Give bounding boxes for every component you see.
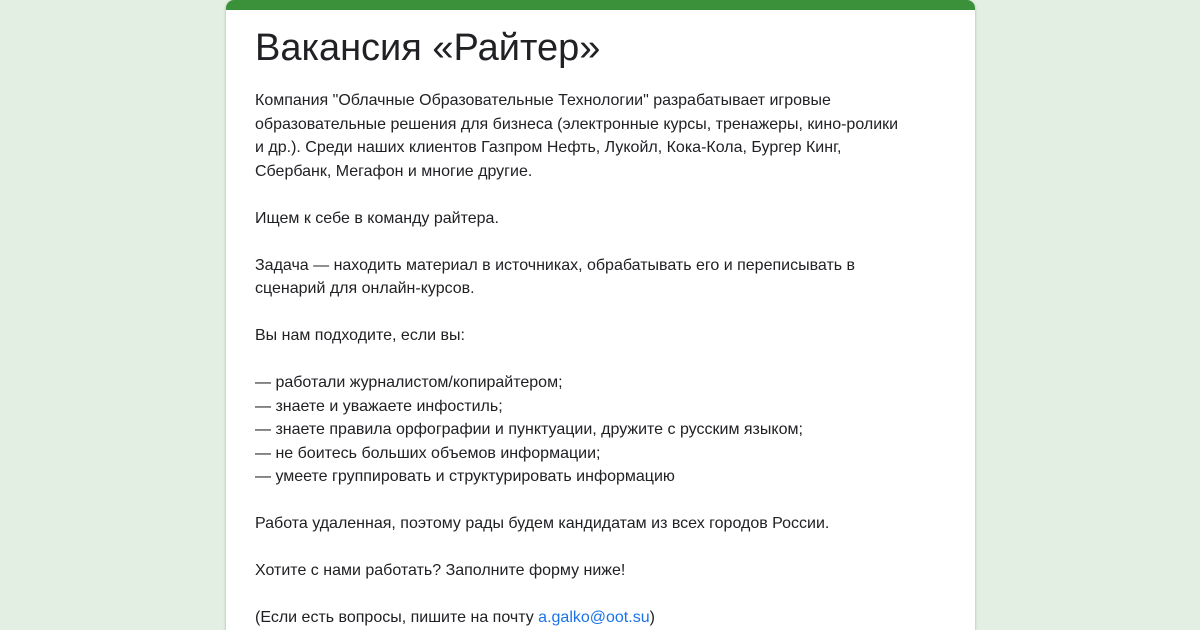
description-task-line: сценарий для онлайн-курсов. [255, 280, 475, 297]
requirement-item: — работали журналистом/копирайтером; [255, 374, 563, 391]
paragraph-gap [255, 536, 955, 560]
contact-prefix: (Если есть вопросы, пишите на почту [255, 609, 539, 626]
description-intro-line: образовательные решения для бизнеса (электронные курсы, тренажеры, кино-ролики [255, 115, 899, 133]
description-contact [255, 606, 955, 630]
paragraph-gap [255, 489, 955, 513]
requirement-item: — знаете правила орфографии и пунктуации, дружите с русским языком; [255, 421, 803, 438]
contact-email-link[interactable]: a.galko@oot.su [538, 609, 650, 626]
paragraph-gap [255, 583, 955, 607]
paragraph-gap [255, 183, 955, 207]
description-searching: Ищем к себе в команду райтера. [255, 209, 499, 227]
description-intro-line: и др.). Среди наших клиентов Газпром Нефть, Лукойл, Кока-Кола, Бургер Кинг, [255, 139, 842, 156]
description-call-to-action: Хотите с нами работать? Заполните форму ниже! [255, 562, 626, 579]
description-intro-line: Компания "Облачные Образовательные Технологии" разрабатывает игровые [255, 92, 831, 109]
description-remote: Работа удаленная, поэтому рады будем кандидатам из всех городов России. [255, 515, 830, 532]
description-task-line: Задача — находить материал в источниках, обрабатывать его и переписывать в [255, 256, 856, 274]
contact-suffix: ) [649, 609, 655, 626]
paragraph-gap [255, 230, 955, 254]
form-accent-bar [226, 0, 975, 10]
description-fit-intro: Вы нам подходите, если вы: [255, 327, 465, 344]
description-intro-line: Сбербанк, Мегафон и многие другие. [255, 162, 533, 180]
form-title: Вакансия «Райтер» [255, 27, 601, 69]
paragraph-gap [255, 348, 955, 372]
form-description [255, 89, 955, 630]
requirement-item: — не боитесь больших объемов информации; [255, 444, 601, 462]
form-header-card [226, 0, 975, 630]
paragraph-gap [255, 301, 955, 325]
requirement-item: — знаете и уважаете инфостиль; [255, 397, 503, 415]
requirement-item: — умеете группировать и структурировать информацию [255, 468, 675, 485]
